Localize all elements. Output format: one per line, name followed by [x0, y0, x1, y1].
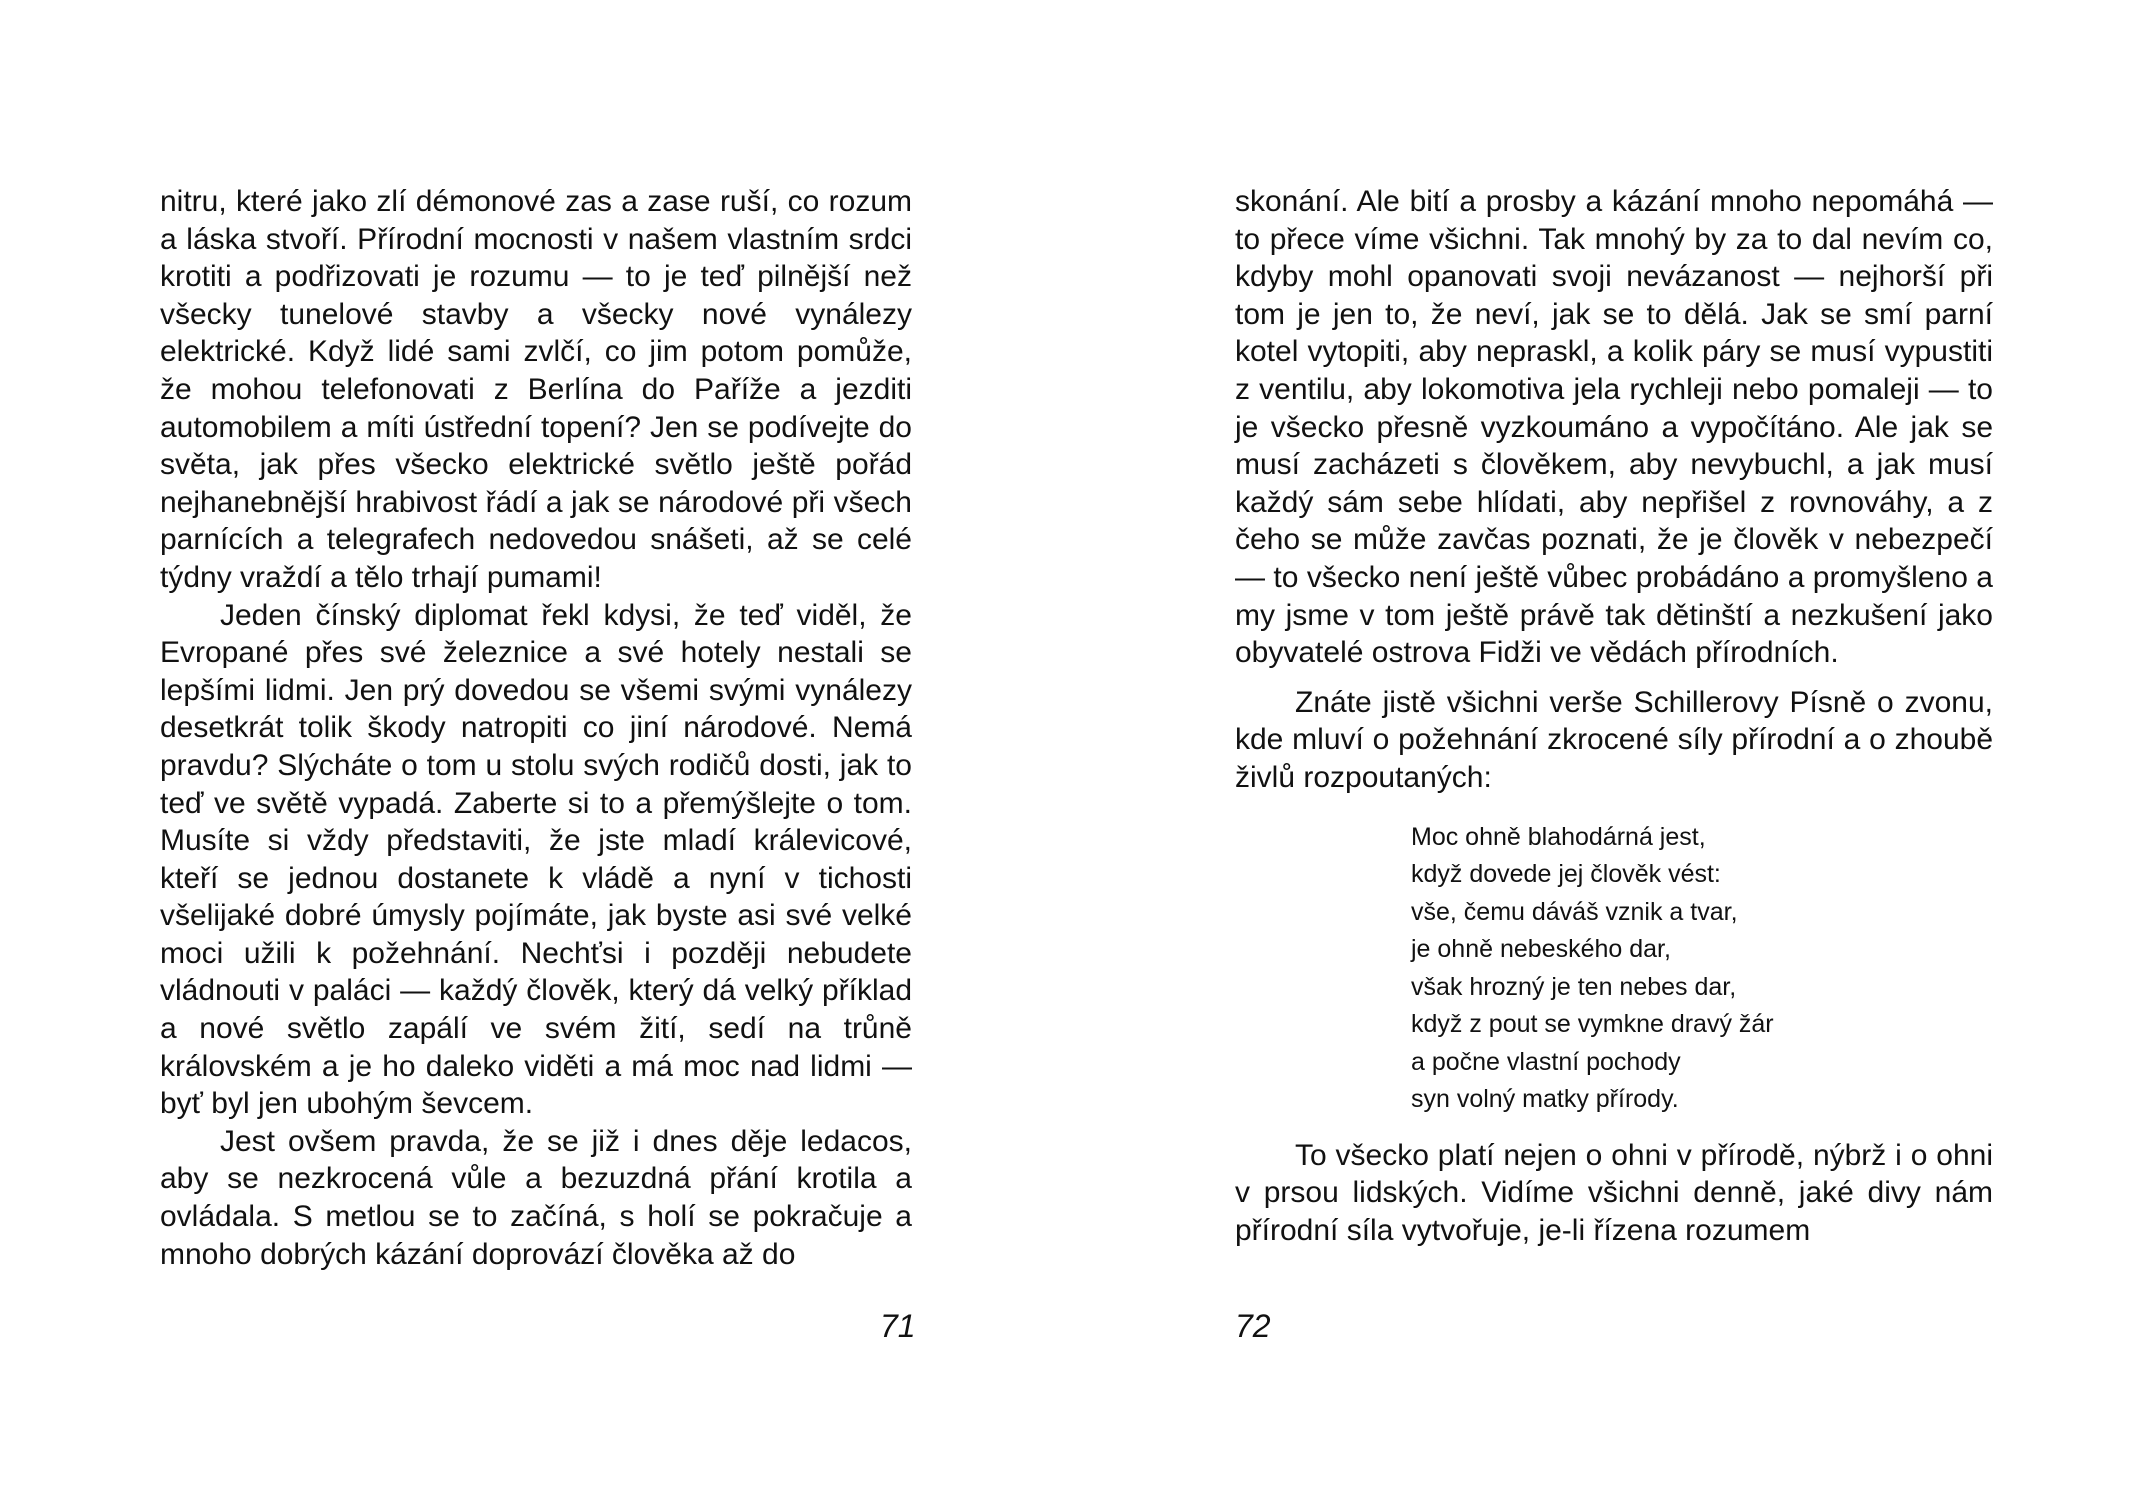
paragraph: skonání. Ale bití a prosby a kázání mnoho nepomáhá — to přece víme všichni. Tak mnohý by za to dal nevím co, kdyby mohl opanovati svoji nevázanost — nejhorší při tom je jen to, že neví, jak se to dělá. Jak se smí parní kotel vytopiti, aby nepraskl, a kolik páry se musí vypustiti z ventilu, aby lokomotiva jela rychleji nebo pomaleji — to je všecko přesně vyzkoumáno a vypočítáno. Ale jak se musí zacházeti s člověkem, aby nevybuchl, a jak musí každý sám sebe hlídati, aby nepřišel z rovnováhy, a z čeho se může zavčas poznati, že je člověk v nebezpečí — to všecko není ještě vůbec probádáno a promyšleno a my jsme v tom ještě právě tak dětinští a nezkušení jako obyvatelé ostrova Fidži ve vědách přírodních. [1235, 185, 1993, 670]
poem-line: je ohně nebeského dar, [1411, 935, 1671, 963]
poem-line: vše, čemu dáváš vznik a tvar, [1411, 897, 1738, 926]
poem-line: však hrozný je ten nebes dar, [1411, 972, 1737, 1001]
poem-line: syn volný matky přírody. [1411, 1085, 1679, 1113]
paragraph: Znáte jistě všichni verše Schillerovy Písně o zvonu, kde mluví o požehnání zkrocené síly přírodní a o zhoubě živlů rozpoutaných: [1235, 685, 1993, 794]
poem-line: Moc ohně blahodárná jest, [1411, 822, 1706, 851]
paragraph: Jeden čínský diplomat řekl kdysi, že teď viděl, že Evropané přes své železnice a své hotely nestali se lepšími lidmi. Jen prý dovedou se všemi svými vynálezy desetkrát tolik škody natropiti co jiní národové. Nemá pravdu? Slýcháte o tom u stolu svých rodičů dosti, jak to teď ve světě vypadá. Zaberte si to a přemýšlejte o tom. Musíte si vždy představiti, že jste mladí králevicové, kteří se jednou dostanete k vládě a nyní v tichosti všelijaké dobré úmysly pojímáte, jak byste asi své velké moci užili k požehnání. Nechťsi i později nebudete vládnouti v paláci — každý člověk, který dá velký příklad a nové světlo zapálí ve svém žití, sedí na trůně královském a je ho daleko viděti a má moc nad lidmi — byť byl jen ubohým ševcem. [160, 598, 912, 1121]
left-page-text [160, 183, 912, 1273]
paragraph: nitru, které jako zlí démonové zas a zase ruší, co rozum a láska stvoří. Přírodní mocnosti v našem vlastním srdci krotiti a podřizovati je rozumu — to je teď pilnější než všecky tunelové stavby a všecky nové vynálezy elektrické. Když lidé sami zvlčí, co jim potom pomůže, že mohou telefonovati z Berlína do Paříže a jezditi automobilem a míti ústřední topení? Jen se podívejte do světa, jak přes všecko elektrické světlo ještě pořád nejhanebnější hrabivost řádí a jak se národové při všech parnících a telegrafech nedovedou snášeti, až se celé týdny vraždí a tělo trhají pumami! [160, 185, 912, 594]
paragraph: Jest ovšem pravda, že se již i dnes děje ledacos, aby se nezkrocená vůle a bezuzdná přání krotila a ovládala. S metlou se to začíná, s holí se pokračuje a mnoho dobrých kázání doprovází člověka až do [160, 1124, 912, 1271]
poem-line: když dovede jej člověk vést: [1411, 860, 1721, 888]
poem-line: a počne vlastní pochody [1411, 1047, 1681, 1076]
poem-line: když z pout se vymkne dravý žár [1411, 1010, 1774, 1038]
right-page-text [1235, 183, 1993, 1249]
page-number: 71 [880, 1308, 916, 1344]
poem-quote [1411, 819, 1993, 1119]
page-number: 72 [1235, 1308, 1271, 1344]
right-page [1069, 0, 2138, 1500]
paragraph: To všecko platí nejen o ohni v přírodě, nýbrž i o ohni v prsou lidských. Vidíme všichni denně, jaké divy nám přírodní síla vytvořuje, je-li řízena rozumem [1235, 1138, 1993, 1247]
